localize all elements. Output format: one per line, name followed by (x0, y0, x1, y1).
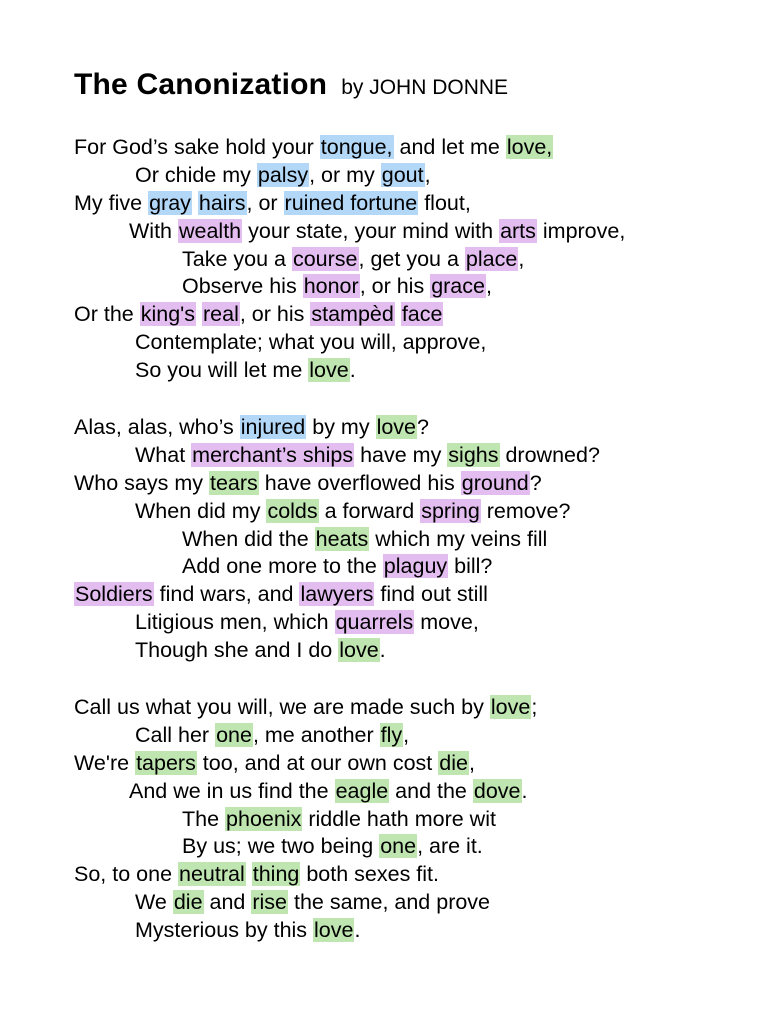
line-text: , (518, 246, 525, 271)
line-text: We're (74, 750, 136, 775)
line-text: have overflowed his (258, 470, 461, 495)
line-text: find out still (374, 582, 488, 607)
stanza-1 (74, 134, 754, 385)
poem-line (74, 498, 754, 526)
poem-line (74, 414, 754, 442)
highlighted-word-blue: palsy (257, 162, 309, 187)
line-text: , or (246, 190, 284, 215)
line-text: What (135, 442, 192, 467)
line-text: , or his (239, 302, 311, 327)
poem-line (74, 442, 754, 470)
line-text: Take you a (182, 246, 292, 271)
line-text: , are it. (417, 834, 483, 859)
poem-line (74, 162, 754, 190)
line-text: We (135, 890, 173, 915)
title-row (74, 68, 508, 102)
line-text: and let me (393, 135, 506, 159)
line-text: Who says my (74, 470, 209, 495)
poem-line (74, 806, 754, 834)
highlighted-word-green: colds (267, 498, 318, 523)
poem-line (74, 246, 754, 274)
poem-line (74, 861, 754, 889)
highlighted-word-green: thing (252, 862, 300, 887)
line-text: , (424, 162, 431, 187)
highlighted-word-purple: quarrels (335, 610, 414, 635)
line-text: , (403, 722, 410, 747)
line-text: and the (389, 778, 473, 803)
line-text: which my veins fill (369, 526, 548, 551)
poem-line (74, 190, 754, 218)
line-text: Call us what you will, we are made such by (74, 695, 490, 719)
line-text: . (349, 358, 356, 383)
line-text: the same, and prove (288, 890, 491, 915)
line-text: My five (74, 190, 149, 215)
highlighted-word-green: love (376, 415, 417, 439)
poem-line (74, 889, 754, 917)
line-text: Add one more to the (182, 554, 383, 579)
poem-line (74, 833, 754, 861)
poem-line (74, 609, 754, 637)
highlighted-word-purple: spring (421, 498, 480, 523)
poem-line (74, 750, 754, 778)
line-text: remove? (480, 498, 571, 523)
line-text: Or chide my (135, 162, 257, 187)
highlighted-word-purple: face (401, 302, 443, 327)
line-text (395, 302, 401, 326)
highlighted-word-blue: ruined fortune (284, 190, 418, 215)
highlighted-word-purple: ground (461, 470, 529, 495)
line-text: . (354, 918, 361, 943)
highlighted-word-green: love (490, 695, 531, 719)
poem-line (74, 917, 754, 945)
poem-line (74, 553, 754, 581)
highlighted-word-purple: lawyers (300, 582, 374, 607)
line-text: your state, your mind with (242, 218, 500, 243)
poem-line (74, 301, 754, 329)
highlighted-word-purple: grace (431, 274, 485, 299)
line-text: a forward (318, 498, 421, 523)
highlighted-word-green: fly (380, 722, 403, 747)
stanza-2 (74, 414, 754, 665)
highlighted-word-purple: course (292, 246, 358, 271)
line-text: Mysterious by this (135, 918, 314, 943)
poem-line (74, 273, 754, 301)
line-text: . (521, 778, 528, 803)
poem-line (74, 329, 754, 357)
line-text: Call her (135, 722, 216, 747)
line-text: by my (306, 415, 376, 439)
line-text: With (129, 218, 178, 243)
highlighted-word-green: eagle (335, 778, 389, 803)
highlighted-word-green: heats (315, 526, 369, 551)
highlighted-word-green: rise (252, 890, 288, 915)
highlighted-word-blue: gout (381, 162, 424, 187)
highlighted-word-blue: gray (149, 190, 191, 215)
highlighted-word-blue: hairs (198, 190, 246, 215)
highlighted-word-green: one (216, 722, 252, 747)
poem-line (74, 526, 754, 554)
highlighted-word-purple: plaguy (383, 554, 448, 579)
line-text: Though she and I do (135, 638, 339, 663)
line-text (246, 862, 252, 886)
highlighted-word-green: die (439, 750, 468, 775)
highlighted-word-purple: honor (303, 274, 359, 299)
poem-line (74, 218, 754, 246)
highlighted-word-purple: king's (140, 302, 196, 327)
line-text: When did the (182, 526, 315, 551)
stanza-3 (74, 694, 754, 945)
line-text: and (203, 890, 252, 915)
line-text: Contemplate; what you will, approve, (135, 330, 487, 355)
line-text: The (182, 806, 226, 831)
line-text: And we in us find the (129, 778, 335, 803)
line-text: , (485, 274, 492, 299)
poem-line (74, 694, 754, 722)
line-text: , me another (252, 722, 380, 747)
line-text: have my (354, 442, 448, 467)
line-text: , (468, 750, 475, 775)
highlighted-word-purple: arts (500, 218, 536, 243)
poem-author: by JOHN DONNE (341, 76, 509, 99)
highlighted-word-green: love, (506, 135, 553, 159)
line-text: By us; we two being (182, 834, 380, 859)
line-text: . (379, 638, 386, 663)
highlighted-word-green: dove (473, 778, 521, 803)
line-text: When did my (135, 498, 267, 523)
poem-line (74, 470, 754, 498)
line-text: ? (529, 470, 542, 495)
highlighted-word-green: neutral (179, 862, 245, 887)
highlighted-word-green: tears (210, 470, 258, 495)
highlighted-word-purple: merchant’s ships (192, 442, 354, 467)
highlighted-word-purple: stampèd (311, 302, 394, 327)
poem-line (74, 134, 754, 162)
highlighted-word-blue: tongue, (320, 135, 393, 159)
line-text: For God’s sake hold your (74, 135, 320, 159)
highlighted-word-purple: place (465, 246, 518, 271)
highlighted-word-green: phoenix (226, 806, 302, 831)
line-text: improve, (536, 218, 626, 243)
poem-line (74, 722, 754, 750)
line-text: too, and at our own cost (196, 750, 439, 775)
line-text: So you will let me (135, 358, 309, 383)
line-text: , or his (359, 274, 431, 299)
poem-line (74, 357, 754, 385)
highlighted-word-purple: wealth (178, 218, 242, 243)
highlighted-word-purple: Soldiers (75, 582, 153, 607)
line-text: ; (531, 695, 538, 719)
line-text: , get you a (358, 246, 465, 271)
poem-line (74, 778, 754, 806)
line-text: Litigious men, which (135, 610, 335, 635)
highlighted-word-green: sighs (448, 442, 499, 467)
line-text: Observe his (182, 274, 303, 299)
line-text: ? (417, 415, 429, 439)
line-text: bill? (448, 554, 493, 579)
highlighted-word-blue: injured (240, 415, 306, 439)
line-text: So, to one (74, 862, 178, 887)
highlighted-word-green: one (380, 834, 417, 859)
line-text: drowned? (499, 442, 600, 467)
highlighted-word-green: die (173, 890, 203, 915)
highlighted-word-green: love (314, 918, 354, 943)
line-text: riddle hath more wit (302, 806, 496, 831)
poem-line (74, 637, 754, 665)
line-text: move, (414, 610, 479, 635)
poem-line (74, 581, 754, 609)
highlighted-word-green: love (309, 358, 349, 383)
poem-title: The Canonization (74, 68, 328, 101)
line-text: Alas, alas, who’s (74, 415, 240, 439)
line-text: find wars, and (153, 582, 300, 607)
highlighted-word-green: tapers (136, 750, 196, 775)
highlighted-word-purple: real (203, 302, 239, 327)
line-text: both sexes fit. (300, 862, 439, 887)
line-text: flout, (418, 190, 471, 215)
line-text (192, 191, 198, 215)
line-text: , or my (309, 162, 381, 187)
highlighted-word-green: love (339, 638, 379, 663)
line-text: Or the (74, 302, 140, 327)
